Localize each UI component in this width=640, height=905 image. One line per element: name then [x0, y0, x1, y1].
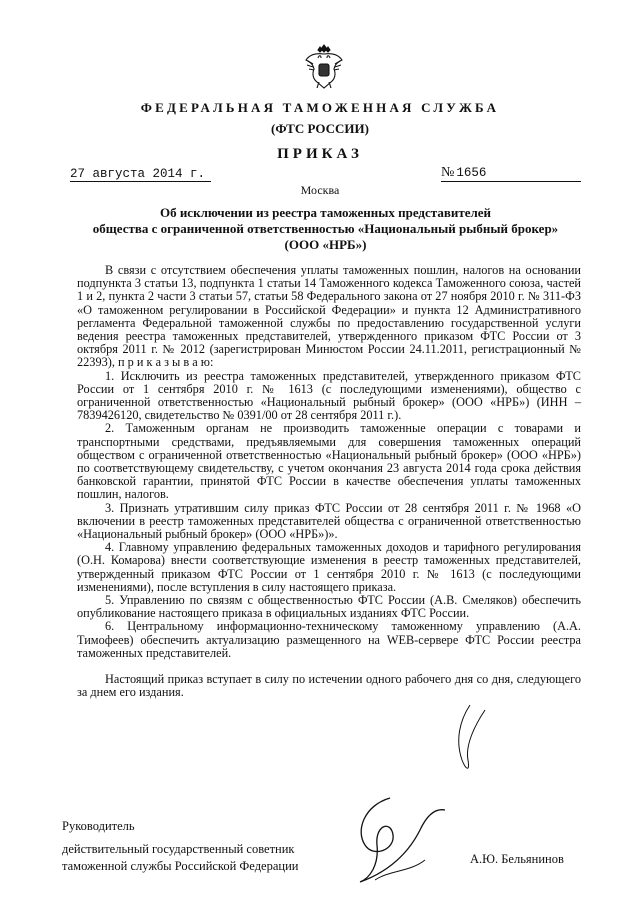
coat-of-arms-emblem: [304, 44, 344, 90]
signatory-rank-line-2: таможенной службы Российской Федерации: [62, 859, 299, 873]
preamble-paragraph: В связи с отсутствием обеспечения уплаты таможенных пошлин, налогов на основании подпункта 3 статьи 13, подпункта 1 статьи 14 Таможенного кодекса Таможенного союза, частей 1 и 2, пункта 2 части 3 статьи 57, статьи 58 Федерального закона от 27 ноября 2010 г. № 311-ФЗ «О таможенном регулировании в Российской Федерации» и пункта 12 Административного регламента Федеральной таможенной службы по предоставлению государственной услуги ведения реестра таможенных представителей, утвержденного приказом ФТС России от 3 октября 2011 г. № 2012 (зарегистрирован Минюстом России 24.11.2011, регистрационный № 22393), п р и к а з ы в а ю:: [77, 263, 581, 370]
title-line-2: общества с ограниченной ответственностью «Национальный рыбный брокер»: [92, 221, 559, 236]
signatory-rank-line-1: действительный государственный советник: [62, 842, 295, 856]
signature-block: [62, 818, 298, 875]
paragraph-2: 2. Таможенным органам не производить таможенные операции с товарами и транспортными средствами, предъявляемыми для совершения таможенных операций обществом с ограниченной ответственностью «Национальный рыбный брокер» (ООО «НРБ») по соответствующему свидетельству, с учетом окончания 23 августа 2014 года срока действия банковской гарантии, принятой ФТС России в качестве обеспечения уплаты таможенных пошлин, налогов.: [77, 421, 581, 502]
paragraph-3: 3. Признать утратившим силу приказ ФТС России от 28 сентября 2011 г. № 1968 «О включении в реестр таможенных представителей общества с ограниченной ответственностью «Национальный рыбный брокер» (ООО «НРБ»)».: [77, 500, 581, 542]
title-line-1: Об исключении из реестра таможенных представителей: [159, 205, 492, 220]
document-title: [70, 205, 581, 253]
signatory-name: А.Ю. Бельянинов: [470, 852, 564, 866]
city: Москва: [300, 183, 340, 197]
paragraph-4: 4. Главному управлению федеральных таможенных доходов и тарифного регулирования (О.Н. Комарова) внести соответствующие изменения в реестр таможенных представителей, утвержденный приказом ФТС России от 1 сентября 2010 г. № 1613 (с последующими изменениями), после вступления в силу настоящего приказа.: [77, 540, 581, 594]
paragraph-6: 6. Центральному информационно-техническому таможенному управлению (А.А. Тимофеев) обеспечить актуализацию размещенного на WEB-сервере ФТС России реестра таможенных представителей.: [77, 619, 581, 660]
handwritten-signature: [335, 790, 455, 890]
signature-stroke-upper: [440, 700, 500, 780]
paragraph-7: Настоящий приказ вступает в силу по истечении одного рабочего дня со дня, следующего за днем его издания.: [77, 672, 581, 700]
agency-abbreviation: (ФТС РОССИИ): [271, 121, 369, 136]
order-number: [441, 165, 581, 182]
signatory-role: Руководитель: [62, 819, 135, 833]
order-date: 27 августа 2014 г.: [70, 167, 211, 182]
paragraph-1: 1. Исключить из реестра таможенных представителей, утвержденного приказом ФТС России от 1 сентября 2010 г. № 1613 (с последующими изменениями), общество с ограниченной ответственностью «Национальный рыбный брокер» (ООО «НРБ») (ИНН – 7839426120, свидетельство № 0391/00 от 28 сентября 2011 г.).: [77, 368, 581, 423]
number-sign: №: [441, 165, 455, 180]
title-line-3: (ООО «НРБ»): [284, 237, 367, 252]
paragraph-5: 5. Управлению по связям с общественностью ФТС России (А.В. Смеляков) обеспечить опубликование настоящего приказа в официальных изданиях ФТС России.: [77, 593, 581, 621]
agency-name: ФЕДЕРАЛЬНАЯ ТАМОЖЕННАЯ СЛУЖБА: [140, 100, 500, 115]
document-body: [77, 264, 581, 700]
document-type: ПРИКАЗ: [277, 146, 363, 162]
order-number-value: 1656: [456, 166, 487, 180]
